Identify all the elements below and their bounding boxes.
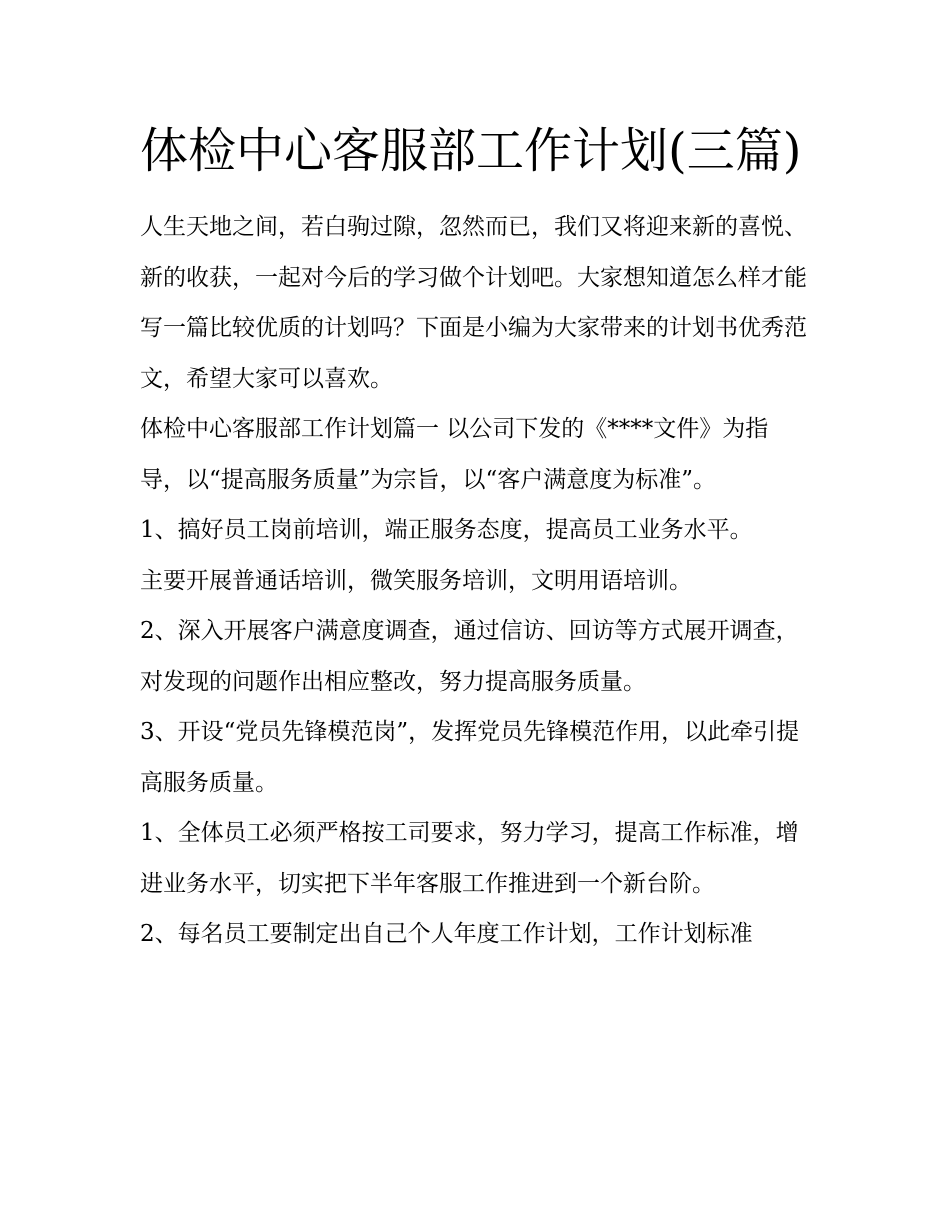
paragraph-training-detail: 主要开展普通话培训，微笑服务培训，文明用语培训。 [140,567,692,594]
paragraph-plan-one-intro: 体检中心客服部工作计划篇一 以公司下发的《****文件》为指导，以“提高服务质量”为宗旨，以“客户满意度为标准”。 [140,416,769,493]
paragraph-item-2-personal-plan: 2、每名员工要制定出自己个人年度工作计划，工作计划标准 [140,921,753,947]
paragraph-intro: 人生天地之间，若白驹过隙，忽然而已，我们又将迎来新的喜悦、新的收获，一起对今后的学习做个计划吧。大家想知道怎么样才能写一篇比较优质的计划吗？下面是小编为大家带来的计划书优秀范文，希望大家可以喜欢。 [140,214,807,392]
document-page [140,112,812,960]
paragraph-item-3-party-post: 3、开设“党员先锋模范岗”，发挥党员先锋模范作用，以此牵引提高服务质量。 [140,719,800,796]
paragraph-item-2-survey: 2、深入开展客户满意度调查，通过信访、回访等方式展开调查，对发现的问题作出相应整改，努力提高服务质量。 [140,618,799,695]
document-title: 体检中心客服部工作计划(三篇) [140,123,802,179]
paragraph-item-1-standards: 1、全体员工必须严格按工司要求，努力学习，提高工作标准，增进业务水平，切实把下半年客服工作推进到一个新台阶。 [140,820,799,897]
paragraph-item-1-training: 1、搞好员工岗前培训，端正服务态度，提高员工业务水平。 [140,517,753,543]
